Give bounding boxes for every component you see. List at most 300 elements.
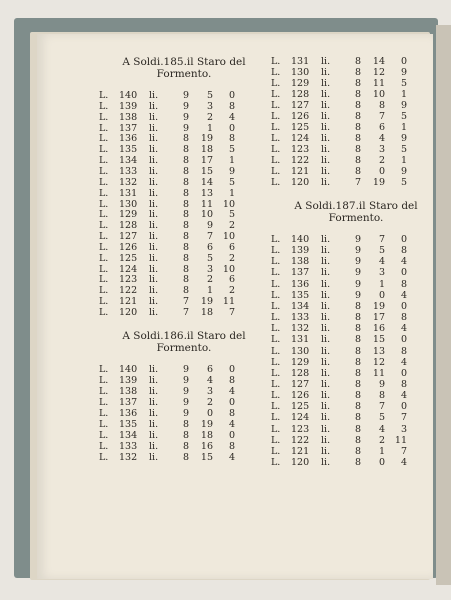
row-lire: 8 [354,445,361,457]
row-lire-amount: 129 [119,209,138,221]
row-lire-amount: 140 [119,90,138,101]
row-denari: 1 [400,122,407,133]
table-row [99,285,269,296]
table-row [99,364,269,375]
row-prefix: L. [271,345,281,357]
row-li-label: li. [149,430,159,441]
row-lire-amount: 135 [291,289,310,301]
row-soldi: 1 [206,122,213,134]
table-row [99,199,269,210]
row-lire: 8 [354,412,361,424]
row-lire-amount: 131 [119,187,138,199]
row-lire-amount: 135 [119,144,138,156]
row-soldi: 7 [378,234,385,245]
table-row [271,301,441,312]
row-soldi: 5 [206,90,213,101]
row-denari: 5 [228,209,235,221]
row-lire: 8 [354,89,361,100]
row-li-label: li. [149,176,159,188]
row-lire: 8 [182,452,189,463]
row-soldi: 15 [372,334,385,346]
row-lire-amount: 129 [291,356,310,368]
row-denari: 7 [400,445,407,457]
row-prefix: L. [99,231,109,243]
table-row [99,220,269,231]
table-row [271,279,441,290]
row-lire-amount: 124 [291,133,310,144]
row-lire: 9 [354,278,361,290]
row-lire: 9 [182,408,189,419]
row-prefix: L. [271,278,281,290]
row-prefix: L. [99,430,109,441]
row-denari: 0 [400,367,407,379]
book-page [37,34,433,579]
row-denari: 2 [228,252,235,264]
table-row [271,424,441,435]
row-soldi: 2 [206,397,213,408]
row-lire: 8 [354,401,361,413]
row-lire-amount: 123 [119,274,138,286]
row-prefix: L. [271,367,281,379]
row-lire-amount: 127 [119,231,138,243]
row-li-label: li. [321,89,331,100]
table-row [271,67,441,78]
row-soldi: 17 [200,155,213,167]
table-row [271,256,441,267]
row-soldi: 6 [206,241,213,253]
row-lire: 9 [182,397,189,408]
row-soldi: 18 [200,144,213,156]
table-row [271,290,441,301]
section-heading-line: A Soldi.187.il Staro del [294,200,418,212]
row-soldi: 4 [378,133,385,144]
row-soldi: 19 [372,177,385,188]
row-li-label: li. [321,378,331,390]
row-lire: 9 [182,386,189,397]
table-row [99,90,269,101]
row-li-label: li. [149,285,159,297]
row-li-label: li. [149,231,159,243]
row-prefix: L. [99,90,109,101]
table-row [271,390,441,401]
table-row [99,133,269,144]
row-soldi: 12 [372,356,385,368]
row-li-label: li. [321,367,331,379]
row-lire-amount: 122 [291,155,310,166]
row-lire-amount: 139 [291,245,310,257]
row-prefix: L. [271,89,281,100]
row-li-label: li. [321,78,331,89]
row-prefix: L. [271,445,281,457]
row-lire-amount: 123 [291,423,310,435]
row-lire: 7 [182,296,189,308]
row-li-label: li. [321,300,331,312]
row-lire: 8 [182,231,189,243]
row-prefix: L. [99,187,109,199]
row-denari: 10 [222,231,235,243]
row-soldi: 3 [378,144,385,155]
row-prefix: L. [99,307,109,318]
row-lire: 8 [354,133,361,144]
row-soldi: 10 [372,89,385,100]
table-row [271,234,441,245]
row-prefix: L. [271,390,281,402]
row-soldi: 5 [378,412,385,424]
row-soldi: 4 [378,423,385,435]
row-li-label: li. [149,386,159,397]
row-li-label: li. [149,187,159,199]
row-li-label: li. [321,289,331,301]
table-row [99,177,269,188]
row-li-label: li. [321,356,331,368]
row-prefix: L. [271,412,281,424]
section-heading-line: A Soldi.185.il Staro del [122,56,246,68]
row-soldi: 5 [206,252,213,264]
row-prefix: L. [271,256,281,268]
row-denari: 0 [228,364,235,375]
section-heading-line: Formento. [156,68,212,80]
row-lire: 9 [182,375,189,386]
row-lire-amount: 128 [119,220,138,232]
row-soldi: 1 [378,278,385,290]
row-li-label: li. [321,423,331,435]
table-row [271,89,441,100]
row-denari: 4 [400,256,407,268]
section-heading [99,56,269,80]
row-lire-amount: 125 [291,122,310,133]
row-lire-amount: 120 [291,457,310,468]
row-prefix: L. [99,111,109,123]
table-row [99,386,269,397]
row-li-label: li. [321,177,331,188]
table-row [99,144,269,155]
row-lire-amount: 132 [291,323,310,335]
row-lire-amount: 123 [291,144,310,155]
row-lire-amount: 136 [291,278,310,290]
row-lire-amount: 134 [291,300,310,312]
row-denari: 9 [228,165,235,177]
row-soldi: 8 [378,390,385,402]
row-prefix: L. [271,56,281,67]
row-soldi: 3 [206,100,213,112]
row-lire-amount: 137 [291,267,310,279]
row-lire: 8 [182,285,189,297]
row-lire-amount: 126 [291,111,310,122]
row-prefix: L. [99,176,109,188]
row-li-label: li. [321,122,331,133]
row-soldi: 19 [372,300,385,312]
row-soldi: 6 [378,122,385,133]
table-row [99,231,269,242]
row-li-label: li. [149,274,159,286]
row-lire: 9 [354,267,361,279]
row-lire: 9 [354,245,361,257]
row-lire-amount: 124 [119,263,138,275]
row-soldi: 2 [206,274,213,286]
row-lire-amount: 136 [119,408,138,419]
row-denari: 6 [228,274,235,286]
row-lire-amount: 132 [119,452,138,463]
row-lire: 8 [354,323,361,335]
row-prefix: L. [99,252,109,264]
row-denari: 0 [228,90,235,101]
row-lire: 8 [182,419,189,430]
row-lire-amount: 120 [119,307,138,318]
row-soldi: 19 [200,133,213,145]
row-denari: 8 [228,408,235,419]
row-lire: 8 [354,100,361,111]
table-row [271,401,441,412]
row-li-label: li. [149,252,159,264]
row-soldi: 9 [378,378,385,390]
row-soldi: 5 [378,245,385,257]
row-lire: 8 [182,430,189,441]
table-row [271,78,441,89]
row-lire-amount: 130 [119,198,138,210]
row-denari: 4 [228,452,235,463]
row-denari: 2 [228,220,235,232]
row-lire: 8 [354,122,361,133]
row-prefix: L. [271,289,281,301]
row-prefix: L. [99,397,109,408]
row-denari: 2 [228,285,235,297]
row-prefix: L. [271,267,281,279]
row-denari: 8 [228,375,235,386]
table-row [99,166,269,177]
row-lire: 8 [354,67,361,78]
row-denari: 0 [400,267,407,279]
table-row [271,144,441,155]
row-li-label: li. [321,312,331,324]
row-lire-amount: 121 [119,296,138,308]
row-soldi: 0 [206,408,213,419]
row-soldi: 1 [378,445,385,457]
row-prefix: L. [99,441,109,452]
row-soldi: 3 [206,263,213,275]
row-prefix: L. [99,375,109,386]
row-lire-amount: 125 [291,401,310,413]
row-li-label: li. [321,345,331,357]
row-lire-amount: 128 [291,367,310,379]
table-row [271,155,441,166]
row-prefix: L. [271,111,281,122]
row-soldi: 7 [206,231,213,243]
row-soldi: 14 [200,176,213,188]
table-row [99,188,269,199]
row-prefix: L. [271,245,281,257]
row-soldi: 18 [200,307,213,318]
table-row [99,452,269,463]
row-li-label: li. [321,256,331,268]
row-lire: 9 [354,289,361,301]
row-soldi: 15 [200,452,213,463]
row-soldi: 11 [372,78,385,89]
row-denari: 1 [228,155,235,167]
row-lire: 8 [182,176,189,188]
table-row [271,133,441,144]
row-lire: 8 [354,423,361,435]
row-prefix: L. [99,241,109,253]
row-lire: 8 [182,241,189,253]
table-row [99,242,269,253]
row-lire: 8 [354,144,361,155]
table-row [99,253,269,264]
row-lire: 8 [182,133,189,145]
row-denari: 5 [400,78,407,89]
row-lire: 8 [354,111,361,122]
row-li-label: li. [149,209,159,221]
row-lire-amount: 138 [119,386,138,397]
row-soldi: 13 [200,187,213,199]
row-prefix: L. [99,198,109,210]
section-heading [99,330,269,354]
row-lire-amount: 138 [119,111,138,123]
row-prefix: L. [271,234,281,245]
row-li-label: li. [149,397,159,408]
row-lire-amount: 139 [119,100,138,112]
row-soldi: 9 [206,220,213,232]
row-soldi: 2 [206,111,213,123]
table-row [271,267,441,278]
row-prefix: L. [99,386,109,397]
row-lire: 8 [354,300,361,312]
section-heading-line: A Soldi.186.il Staro del [122,330,246,342]
row-lire-amount: 139 [119,375,138,386]
table-row [99,155,269,166]
section-heading-line: Formento. [156,342,212,354]
row-lire-amount: 137 [119,122,138,134]
table-row [99,296,269,307]
row-li-label: li. [149,307,159,318]
row-denari: 4 [400,390,407,402]
row-prefix: L. [99,133,109,145]
row-lire-amount: 121 [291,166,310,177]
row-li-label: li. [149,241,159,253]
row-li-label: li. [321,434,331,446]
row-denari: 9 [400,133,407,144]
row-denari: 0 [228,122,235,134]
row-denari: 7 [228,307,235,318]
row-denari: 5 [400,177,407,188]
row-denari: 5 [400,144,407,155]
row-lire-amount: 133 [119,165,138,177]
row-soldi: 4 [206,375,213,386]
row-prefix: L. [271,434,281,446]
row-prefix: L. [271,122,281,133]
section-heading-line: Formento. [328,212,384,224]
row-lire: 8 [182,274,189,286]
row-prefix: L. [99,209,109,221]
row-lire: 8 [354,457,361,468]
row-lire: 9 [182,100,189,112]
table-row [271,412,441,423]
row-lire-amount: 134 [119,155,138,167]
row-li-label: li. [321,56,331,67]
row-lire: 8 [354,378,361,390]
row-denari: 5 [400,111,407,122]
row-soldi: 16 [372,323,385,335]
row-prefix: L. [271,166,281,177]
row-lire: 8 [182,187,189,199]
row-denari: 0 [228,430,235,441]
row-soldi: 7 [378,111,385,122]
row-lire-amount: 127 [291,100,310,111]
row-prefix: L. [271,378,281,390]
row-soldi: 11 [372,367,385,379]
row-soldi: 12 [372,67,385,78]
table-row [271,100,441,111]
table-row [99,123,269,134]
row-lire-amount: 133 [291,312,310,324]
table-row [99,307,269,318]
row-li-label: li. [149,165,159,177]
row-prefix: L. [271,100,281,111]
row-soldi: 11 [200,198,213,210]
row-lire: 8 [354,434,361,446]
row-denari: 11 [394,434,407,446]
row-denari: 3 [400,423,407,435]
row-li-label: li. [149,408,159,419]
table-row [99,209,269,220]
section-heading [271,200,441,224]
row-prefix: L. [271,67,281,78]
row-li-label: li. [149,122,159,134]
row-denari: 5 [228,176,235,188]
row-prefix: L. [99,165,109,177]
row-soldi: 13 [372,345,385,357]
row-soldi: 7 [378,401,385,413]
row-lire: 8 [182,263,189,275]
row-lire: 8 [354,166,361,177]
row-prefix: L. [271,323,281,335]
row-prefix: L. [99,408,109,419]
row-prefix: L. [99,285,109,297]
row-denari: 11 [222,296,235,308]
row-li-label: li. [149,198,159,210]
row-soldi: 3 [378,267,385,279]
row-li-label: li. [149,155,159,167]
row-li-label: li. [149,133,159,145]
row-prefix: L. [99,100,109,112]
row-prefix: L. [99,274,109,286]
table-row [271,457,441,468]
table-row [99,264,269,275]
row-lire: 8 [182,144,189,156]
row-denari: 4 [400,323,407,335]
row-lire-amount: 126 [119,241,138,253]
row-li-label: li. [321,457,331,468]
row-denari: 8 [400,278,407,290]
row-lire-amount: 127 [291,378,310,390]
row-denari: 1 [400,155,407,166]
row-lire: 8 [182,198,189,210]
row-lire: 8 [354,334,361,346]
row-denari: 6 [228,241,235,253]
table-row [99,397,269,408]
row-lire-amount: 134 [119,430,138,441]
row-soldi: 17 [372,312,385,324]
row-soldi: 10 [200,209,213,221]
row-lire: 8 [354,356,361,368]
table-row [271,346,441,357]
row-denari: 5 [228,144,235,156]
row-lire-amount: 120 [291,177,310,188]
row-li-label: li. [149,263,159,275]
row-prefix: L. [271,334,281,346]
row-prefix: L. [99,122,109,134]
row-lire: 8 [354,345,361,357]
row-lire: 8 [354,312,361,324]
